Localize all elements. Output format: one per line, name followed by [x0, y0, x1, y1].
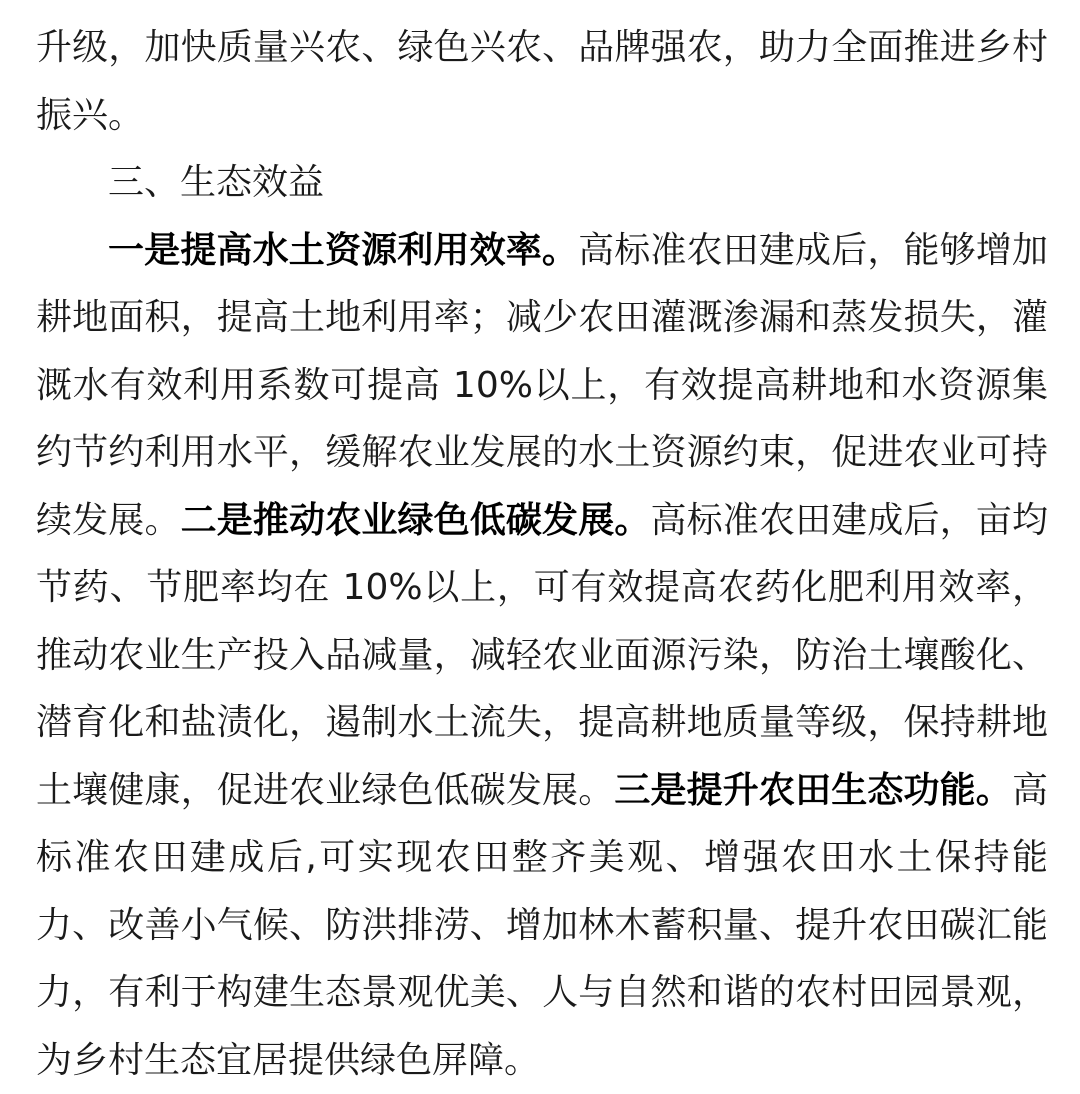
point-1-body: 高标准农田建成后，能够增加耕地面积，提高土地利用率；减少农田灌溉渗漏和蒸发损失，灌溉水有效利用系数可提高 10%以上，有效提高耕地和水资源集约节约利用水平，缓解农业发展的水土资源约束，促进农业可持续发展。 [36, 229, 1048, 541]
document-body [36, 14, 1048, 1094]
point-2-body: 高标准农田建成后，亩均节药、节肥率均在 10%以上，可有效提高农药化肥利用效率，推动农业生产投入品减量，减轻农业面源污染，防治土壤酸化、潜育化和盐渍化，遏制水土流失，提高耕地质量等级，保持耕地土壤健康，促进农业绿色低碳发展。 [36, 499, 1048, 811]
benefits-paragraph [36, 217, 1048, 1094]
point-3-lead: 三是提升农田生态功能。 [614, 769, 1012, 811]
point-3-body: 高标准农田建成后,可实现农田整齐美观、增强农田水土保持能力、改善小气候、防洪排涝、增加林木蓄积量、提升农田碳汇能力，有利于构建生态景观优美、人与自然和谐的农村田园景观，为乡村生态宜居提供绿色屏障。 [36, 769, 1048, 1081]
section-heading: 三、生态效益 [108, 162, 325, 203]
point-1-lead: 一是提高水土资源利用效率。 [108, 229, 579, 271]
point-2-lead: 二是推动农业绿色低碳发展。 [180, 499, 651, 541]
intro-continuation-paragraph: 升级，加快质量兴农、绿色兴农、品牌强农，助力全面推进乡村振兴。 [36, 27, 1048, 136]
